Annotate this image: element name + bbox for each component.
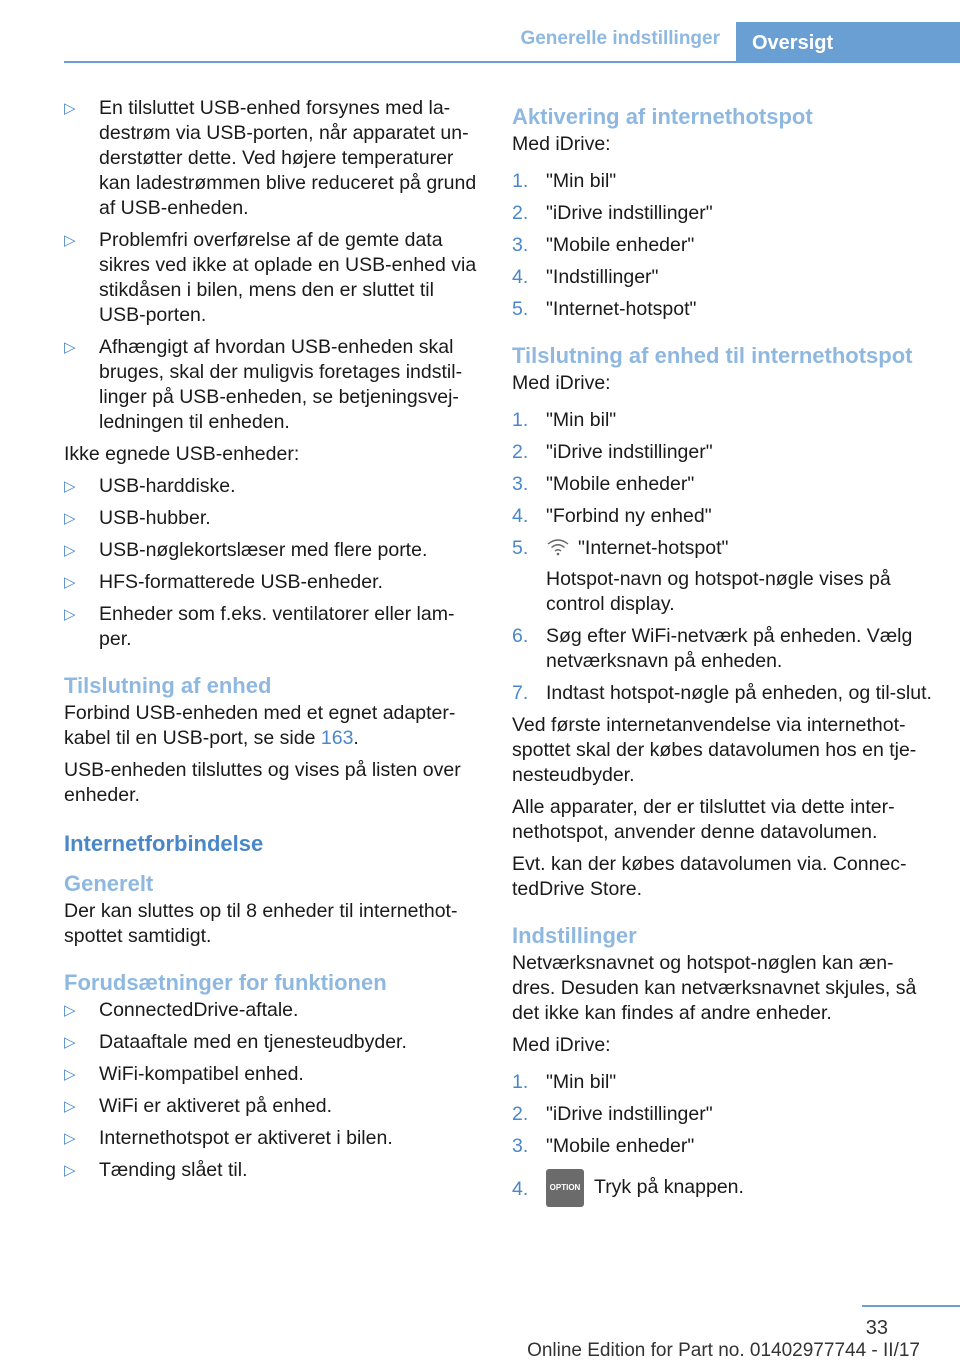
- step-item: 2. "iDrive indstillinger": [512, 1103, 713, 1125]
- step-item: 4. "Forbind ny enhed": [512, 505, 712, 527]
- step-item: 6. Søg efter WiFi-netværk på enheden. Vælg netværksnavn på enheden.: [512, 625, 913, 672]
- triangle-bullet-icon: ▷: [64, 1034, 76, 1051]
- header-section-title: Generelle indstillinger: [520, 28, 720, 49]
- step-item: 5. "Internet-hotspot": [512, 298, 697, 320]
- triangle-bullet-icon: ▷: [64, 1162, 76, 1179]
- paragraph-data-purchase: Ved første internetanvendelse via internethot‐spottet skal der købes datavolumen hos en tje‐nesteudbyder.: [512, 714, 917, 786]
- step-item: 3. "Mobile enheder": [512, 473, 695, 495]
- triangle-bullet-icon: ▷: [64, 1130, 76, 1147]
- page-number: 33: [865, 1317, 888, 1339]
- list-item: ▷ En tilsluttet USB-enhed forsynes med la‐destrøm via USB-porten, når apparatet un‐derstøtter dette. Ved højere temperaturer kan ladestrømmen blive reduceret på grund af USB-enheden.: [64, 97, 477, 219]
- triangle-bullet-icon: ▷: [64, 339, 76, 356]
- connect-paragraph-2: USB-enheden tilsluttes og vises på listen over enheder.: [64, 759, 461, 806]
- connect-paragraph: Forbind USB-enheden med et egnet adapter‐kabel til en USB-port, se side 163.: [64, 702, 456, 749]
- step-item: 4. OPTION Tryk på knappen.: [512, 1169, 932, 1207]
- step-item: 4. "Indstillinger": [512, 266, 659, 288]
- settings-paragraph: Netværksnavnet og hotspot-nøglen kan æn‐dres. Desuden kan netværksnavnet skjules, så det ikke kan findes af andre enheder.: [512, 952, 917, 1024]
- triangle-bullet-icon: ▷: [64, 1098, 76, 1115]
- connect-intro: Med iDrive:: [512, 372, 611, 394]
- step-item: 5. "Internet-hotspot" Hotspot-navn og hotspot-nøgle vises på control display.: [512, 536, 932, 617]
- footer-rule: [862, 1305, 960, 1307]
- triangle-bullet-icon: ▷: [64, 478, 76, 495]
- list-item: ▷ USB-hubber.: [64, 507, 211, 529]
- right-column: [512, 96, 932, 1214]
- activate-intro: Med iDrive:: [512, 133, 611, 155]
- heading-general: Generelt: [64, 871, 154, 896]
- option-button-icon: OPTION: [546, 1169, 584, 1207]
- list-item: ▷ Dataaftale med en tjenesteudbyder.: [64, 1031, 407, 1053]
- header-tab-oversigt[interactable]: Oversigt: [736, 22, 960, 62]
- triangle-bullet-icon: ▷: [64, 1002, 76, 1019]
- list-item: ▷ USB-harddiske.: [64, 475, 236, 497]
- step-item: 1. "Min bil": [512, 170, 617, 192]
- heading-internet: Internetforbindelse: [64, 831, 264, 856]
- unsuitable-label: Ikke egnede USB-enheder:: [64, 443, 300, 465]
- left-column: [64, 96, 482, 1190]
- list-item: ▷ Problemfri overførelse af de gemte data sikres ved ikke at oplade en USB-enhed via stikdåsen i bilen, mens den er sluttet til USB-porten.: [64, 229, 477, 326]
- step-item: 7. Indtast hotspot-nøgle på enheden, og til‐slut.: [512, 682, 932, 704]
- list-item: ▷ ConnectedDrive-aftale.: [64, 999, 299, 1021]
- paragraph-data-usage: Alle apparater, der er tilsluttet via dette inter‐nethotspot, anvender denne datavolumen.: [512, 796, 895, 843]
- list-item: ▷ Afhængigt af hvordan USB-enheden skal bruges, skal der muligvis foretages indstil‐linger på USB-enheden, se betjeningsvej‐ledningen til enheden.: [64, 336, 463, 433]
- step-item: 2. "iDrive indstillinger": [512, 441, 713, 463]
- triangle-bullet-icon: ▷: [64, 510, 76, 527]
- triangle-bullet-icon: ▷: [64, 542, 76, 559]
- triangle-bullet-icon: ▷: [64, 100, 76, 117]
- step-item: 2. "iDrive indstillinger": [512, 202, 713, 224]
- list-item: ▷ HFS-formatterede USB-enheder.: [64, 571, 383, 593]
- step-item: 3. "Mobile enheder": [512, 1135, 695, 1157]
- triangle-bullet-icon: ▷: [64, 574, 76, 591]
- general-paragraph: Der kan sluttes op til 8 enheder til internethot‐spottet samtidigt.: [64, 900, 458, 947]
- heading-connect-hotspot: Tilslutning af enhed til internethotspot: [512, 343, 913, 368]
- settings-intro: Med iDrive:: [512, 1034, 611, 1056]
- heading-activate-hotspot: Aktivering af internethotspot: [512, 104, 813, 129]
- list-item: ▷ Enheder som f.eks. ventilatorer eller lam‐per.: [64, 603, 455, 650]
- list-item: ▷ WiFi er aktiveret på enhed.: [64, 1095, 333, 1117]
- heading-connect-device: Tilslutning af enhed: [64, 673, 272, 698]
- step-note: Hotspot-navn og hotspot-nøgle vises på control display.: [546, 568, 891, 615]
- triangle-bullet-icon: ▷: [64, 232, 76, 249]
- triangle-bullet-icon: ▷: [64, 606, 76, 623]
- list-item: ▷ Internethotspot er aktiveret i bilen.: [64, 1127, 393, 1149]
- step-item: 1. "Min bil": [512, 1071, 617, 1093]
- triangle-bullet-icon: ▷: [64, 1066, 76, 1083]
- page-reference-link[interactable]: 163: [320, 727, 354, 749]
- edition-footer: Online Edition for Part no. 01402977744 - II/17: [527, 1340, 920, 1361]
- heading-prerequisites: Forudsætninger for funktionen: [64, 970, 387, 995]
- list-item: ▷ USB-nøglekortslæser med flere porte.: [64, 539, 428, 561]
- step-item: 1. "Min bil": [512, 409, 617, 431]
- wifi-icon: [546, 538, 570, 556]
- heading-settings: Indstillinger: [512, 923, 637, 948]
- list-item: ▷ WiFi-kompatibel enhed.: [64, 1063, 304, 1085]
- list-item: ▷ Tænding slået til.: [64, 1159, 248, 1181]
- step-item: 3. "Mobile enheder": [512, 234, 695, 256]
- paragraph-data-store: Evt. kan der købes datavolumen via. Connec‐tedDrive Store.: [512, 853, 907, 900]
